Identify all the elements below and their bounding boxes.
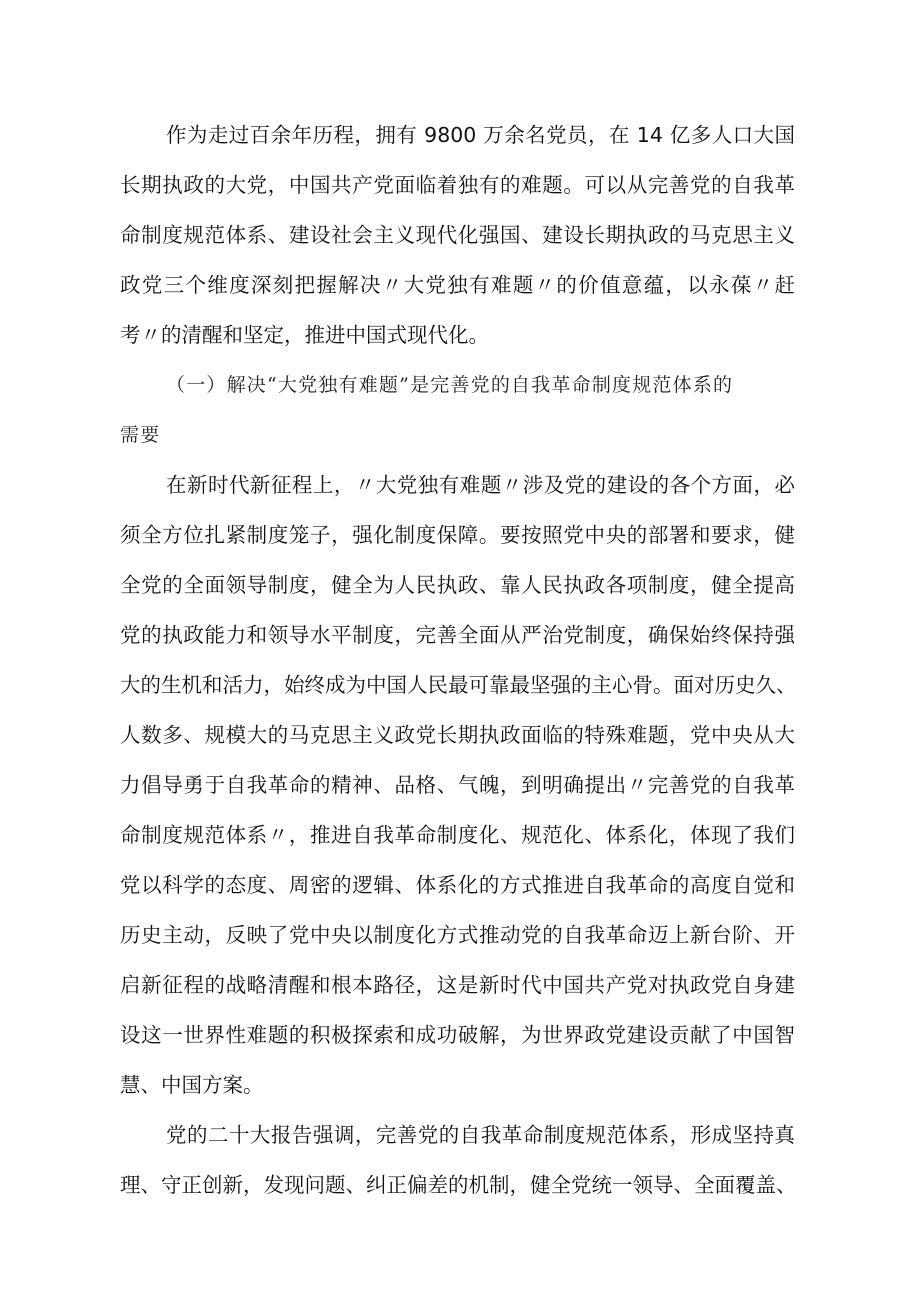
paragraph-2-line-12: 设这一世界性难题的积极探索和成功破解，为世界政党建设贡献了中国智 bbox=[120, 1023, 795, 1047]
paragraph-2-line-6: 人数多、规模大的马克思主义政党长期执政面临的特殊难题，党中央从大 bbox=[120, 723, 795, 747]
paragraph-2-line-4: 党的执政能力和领导水平制度，完善全面从严治党制度，确保始终保持强 bbox=[120, 623, 795, 647]
paragraph-1-line-2: 长期执政的大党，中国共产党面临着独有的难题。可以从完善党的自我革 bbox=[120, 173, 795, 197]
paragraph-2-line-2: 须全方位扎紧制度笼子，强化制度保障。要按照党中央的部署和要求，健 bbox=[120, 523, 795, 547]
paragraph-3-line-1: 党的二十大报告强调，完善党的自我革命制度规范体系，形成坚持真 bbox=[166, 1123, 795, 1147]
section-heading-line-1: （一）解决“大党独有难题”是完善党的自我革命制度规范体系的 bbox=[166, 374, 734, 396]
paragraph-1-line-5: 考〃的清醒和坚定，推进中国式现代化。 bbox=[120, 323, 489, 347]
paragraph-2-line-13: 慧、中国方案。 bbox=[120, 1073, 264, 1097]
paragraph-2-line-1: 在新时代新征程上，〃大党独有难题〃涉及党的建设的各个方面，必 bbox=[166, 473, 795, 497]
section-heading-line-2: 需要 bbox=[120, 424, 161, 446]
paragraph-2-line-7: 力倡导勇于自我革命的精神、品格、气魄，到明确提出〃完善党的自我革 bbox=[120, 773, 795, 797]
document-body bbox=[120, 110, 795, 1210]
paragraph-3-line-2: 理、守正创新，发现问题、纠正偏差的机制，健全党统一领导、全面覆盖、 bbox=[120, 1173, 797, 1197]
paragraph-2-line-5: 大的生机和活力，始终成为中国人民最可靠最坚强的主心骨。面对历史久、 bbox=[120, 673, 797, 697]
paragraph-2-line-11: 启新征程的战略清醒和根本路径，这是新时代中国共产党对执政党自身建 bbox=[120, 973, 795, 997]
paragraph-1-line-1: 作为走过百余年历程，拥有 9800 万余名党员，在 14 亿多人口大国 bbox=[166, 123, 795, 147]
paragraph-2-line-3: 全党的全面领导制度，健全为人民执政、靠人民执政各项制度，健全提高 bbox=[120, 573, 795, 597]
paragraph-1-line-3: 命制度规范体系、建设社会主义现代化强国、建设长期执政的马克思主义 bbox=[120, 223, 795, 247]
paragraph-1-line-4: 政党三个维度深刻把握解决〃大党独有难题〃的价值意蕴，以永葆〃赶 bbox=[120, 273, 795, 297]
paragraph-2-line-9: 党以科学的态度、周密的逻辑、体系化的方式推进自我革命的高度自觉和 bbox=[120, 873, 795, 897]
paragraph-2-line-8: 命制度规范体系〃，推进自我革命制度化、规范化、体系化，体现了我们 bbox=[120, 823, 795, 847]
paragraph-2-line-10: 历史主动，反映了党中央以制度化方式推动党的自我革命迈上新台阶、开 bbox=[120, 923, 795, 947]
